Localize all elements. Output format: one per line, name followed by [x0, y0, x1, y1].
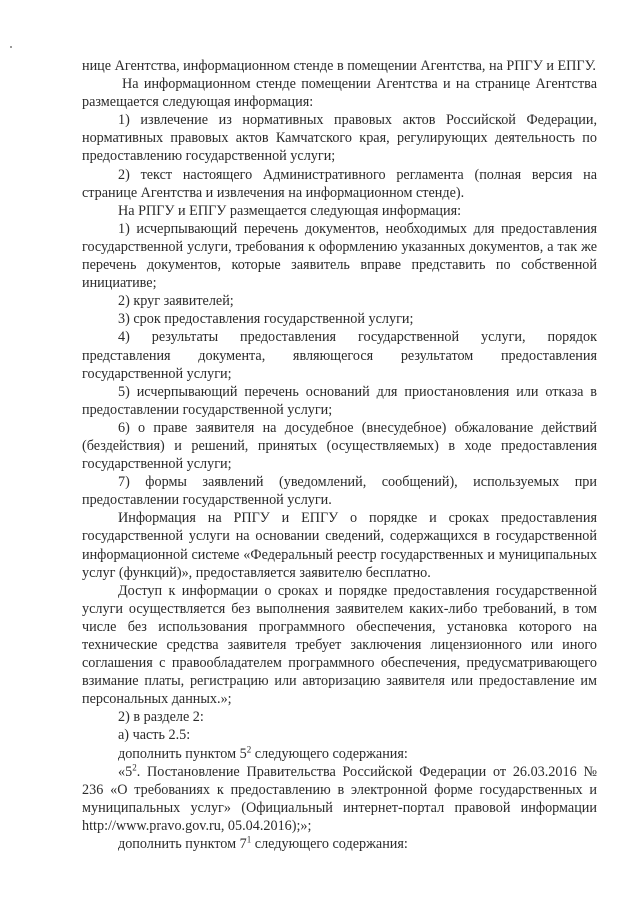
list-item-7: 7) формы заявлений (уведомлений, сообщений), используемых при предоставлении государственной услуги. — [82, 474, 597, 509]
text: дополнить пунктом 7 — [118, 836, 247, 853]
list-item-5: 5) исчерпывающий перечень оснований для приостановления или отказа в предоставлении государственной услуги; — [82, 383, 597, 418]
superscript: 2 — [246, 743, 252, 754]
text: «5 — [118, 763, 133, 780]
paragraph-section-2: 2) в разделе 2: — [118, 709, 204, 726]
paragraph-add-5-2 — [82, 745, 597, 763]
paragraph-stand-info: На информационном стенде помещении Агентства и на странице Агентства размещается следующая информация: — [82, 76, 597, 111]
document-body — [82, 57, 597, 853]
paragraph-access: Доступ к информации о сроках и порядке предоставления государственной услуги осуществляется без выполнения заявителем каких-либо требований, в том числе без использования программного обеспечения, установка которого на технические средства заявителя требует заключения лицензионного или иного соглашения с правообладателем программного обеспечения, предусматривающего взимание платы, регистрацию или авторизацию заявителя или предоставление им персональных данных.»; — [82, 582, 597, 708]
list-item-4: 4) результаты предоставления государственной услуги, порядок представления документа, являющегося результатом предоставления государственной услуги; — [82, 329, 597, 382]
superscript: 2 — [132, 761, 137, 772]
text: . Постановление Правительства Российской Федерации от 26.03.2016 № 236 «О требованиях к предоставлению в электронной форме государственных и муниципальных услуг» (Официальный интернет-портал правовой информации http://www.pravo.gov.ru, 05.04.2016);»; — [82, 763, 597, 834]
list-item-3: 3) срок предоставления государственной услуги; — [118, 311, 414, 328]
paragraph-free-info: Информация на РПГУ и ЕПГУ о порядке и сроках предоставления государственной услуги на основании сведений, содержащихся в государственной информационной системе «Федеральный реестр государственных и муниципальных услуг (функций)», предоставляется заявителю бесплатно. — [82, 510, 597, 581]
list-item-1: 1) исчерпывающий перечень документов, необходимых для предоставления государственной услуги, требования к оформлению указанных документов, а так же перечень документов, которые заявитель вправе представить по собственной инициативе; — [82, 220, 597, 292]
paragraph-quote-5-2 — [82, 763, 597, 835]
scan-speck — [10, 46, 12, 48]
list-item-2: 2) круг заявителей; — [118, 293, 234, 310]
list-item-2: 2) текст настоящего Административного регламента (полная версия на странице Агентства и извлечения на информационном стенде). — [82, 166, 597, 201]
list-item-1: 1) извлечение из нормативных правовых актов Российской Федерации, нормативных правовых актов Камчатского края, регулирующих деятельность по предоставлению государственной услуги; — [82, 112, 597, 165]
text: следующего содержания: — [251, 745, 408, 762]
superscript: 1 — [246, 834, 252, 845]
paragraph-continuation: нице Агентства, информационном стенде в помещении Агентства, на РПГУ и ЕПГУ. — [82, 58, 596, 74]
text: дополнить пунктом 5 — [118, 745, 247, 762]
paragraph-part-2-5: а) часть 2.5: — [118, 727, 191, 744]
paragraph-add-7-1 — [82, 835, 597, 853]
text: следующего содержания: — [251, 836, 408, 853]
list-item-6: 6) о праве заявителя на досудебное (внесудебное) обжалование действий (бездействия) и решений, принятых (осуществляемых) в ходе предоставления государственной услуги; — [82, 419, 597, 473]
paragraph-portal-info: На РПГУ и ЕПГУ размещается следующая информация: — [118, 202, 462, 219]
